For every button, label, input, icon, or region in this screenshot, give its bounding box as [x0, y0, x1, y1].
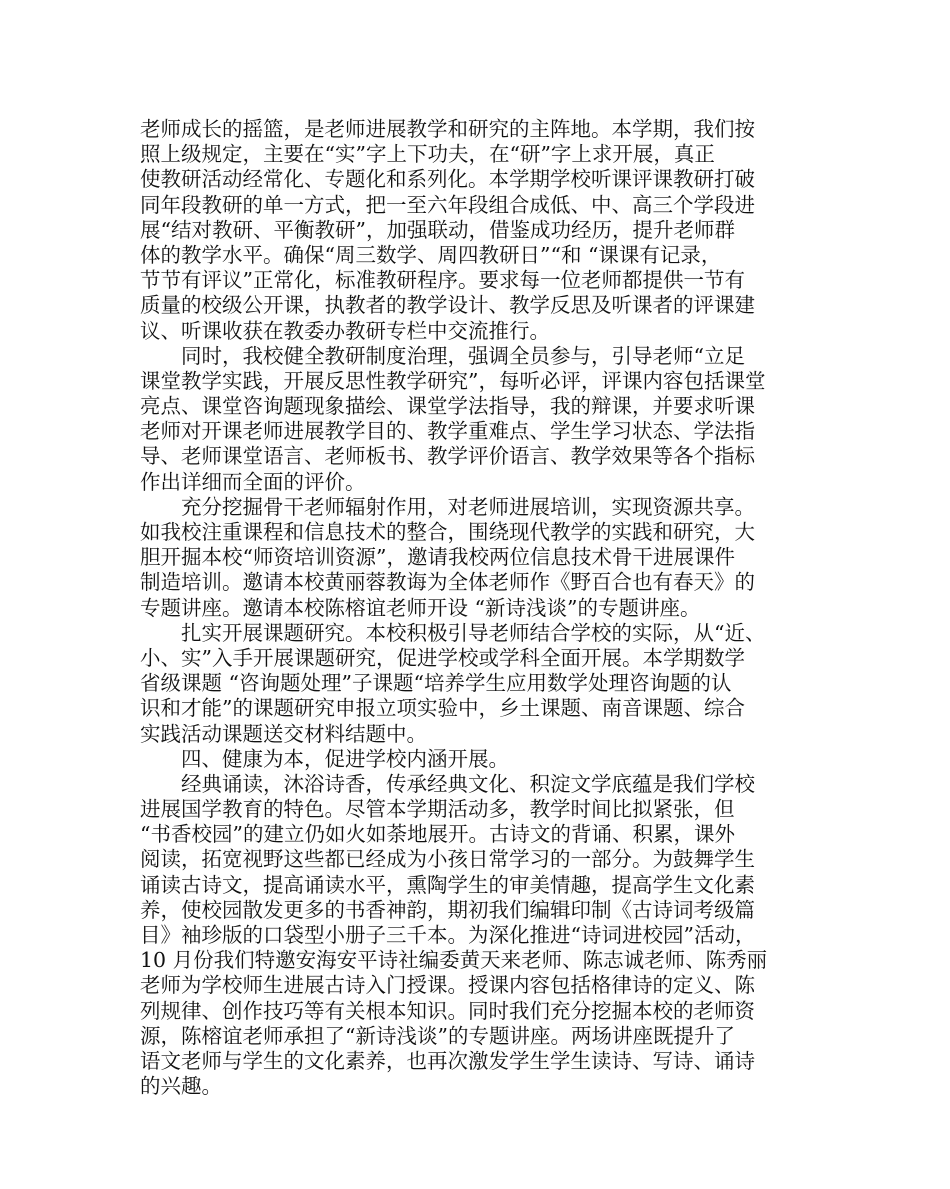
text-line: 老师对开课老师进展教学目的、教学重难点、学生学习状态、学法指: [140, 419, 755, 444]
text-line: 同年段教研的单一方式，把一至六年段组合成低、中、高三个学段进: [140, 192, 755, 217]
text-line: 老师为学校师生进展古诗入门授课。授课内容包括格律诗的定义、陈: [140, 973, 755, 998]
text-line: 进展国学教育的特色。尽管本学期活动多，教学时间比拟紧张，但: [140, 797, 735, 822]
paragraph-first-line: 经典诵读，沐浴诗香，传承经典文化、积淀文学底蕴是我们学校: [181, 771, 755, 796]
text-line: 诵读古诗文，提高诵读水平，熏陶学生的审美情趣，提高学生文化素: [140, 872, 755, 897]
text-line: 使教研活动经常化、专题化和系列化。本学期学校听课评课教研打破: [140, 167, 755, 192]
document-body: [140, 117, 830, 1099]
text-line: 导、老师课堂语言、老师板书、教学评价语言、教学效果等各个指标: [140, 444, 755, 469]
text-line: 作出详细而全面的评价。: [140, 469, 366, 494]
text-line: 10 月份我们特邀安海安平诗社编委黄天来老师、陈志诚老师、陈秀丽: [140, 948, 768, 973]
text-line: 节节有评议”正常化，标准教研程序。要求每一位老师都提供一节有: [140, 268, 745, 293]
text-line: 源，陈榕谊老师承担了“新诗浅谈”的专题讲座。两场讲座既提升了: [140, 1023, 735, 1048]
section-heading: 四、健康为本，促进学校内涵开展。: [181, 746, 509, 771]
text-line: 阅读，拓宽视野这些都已经成为小孩日常学习的一部分。为鼓舞学生: [140, 847, 755, 872]
text-line: 胆开掘本校“师资培训资源”，邀请我校两位信息技术骨干进展课件: [140, 545, 735, 570]
text-line: 议、听课收获在教委办教研专栏中交流推行。: [140, 318, 550, 343]
text-line: 小、实”入手开展课题研究，促进学校或学科全面开展。本学期数学: [140, 645, 745, 670]
text-line: 专题讲座。邀请本校陈榕谊老师开设 “新诗浅谈”的专题讲座。: [140, 595, 701, 620]
text-line: 养，使校园散发更多的书香神韵，期初我们编辑印制《古诗词考级篇: [140, 897, 755, 922]
paragraph-first-line: 充分挖掘骨干老师辐射作用，对老师进展培训，实现资源共享。: [181, 494, 755, 519]
text-line: 省级课题 “咨询题处理”子课题“培养学生应用数学处理咨询题的认: [140, 671, 732, 696]
paragraph-first-line: 同时，我校健全教研制度治理，强调全员参与，引导老师“立足: [181, 343, 745, 368]
text-line: “书香校园”的建立仍如火如荼地展开。古诗文的背诵、积累，课外: [140, 822, 735, 847]
text-line: 体的教学水平。确保“周三数学、周四教研日”“和 “课课有记录，: [140, 242, 722, 267]
text-line: 实践活动课题送交材料结题中。: [140, 721, 427, 746]
text-line: 课堂教学实践，开展反思性教学研究”，每听必评，评课内容包括课堂: [140, 368, 766, 393]
text-line: 识和才能”的课题研究申报立项实验中，乡土课题、南音课题、综合: [140, 696, 745, 721]
text-line: 制造培训。邀请本校黄丽蓉教诲为全体老师作《野百合也有春天》的: [140, 570, 755, 595]
text-line: 语文老师与学生的文化素养，也再次激发学生学生读诗、写诗、诵诗: [140, 1048, 755, 1073]
text-line: 列规律、创作技巧等有关根本知识。同时我们充分挖掘本校的老师资: [140, 998, 755, 1023]
text-line: 的兴趣。: [140, 1074, 222, 1099]
text-line: 目》袖珍版的口袋型小册子三千本。为深化推进“诗词进校园”活动，: [140, 923, 756, 947]
text-line: 老师成长的摇篮，是老师进展教学和研究的主阵地。本学期，我们按: [140, 117, 755, 141]
text-line: 照上级规定，主要在“实”字上下功夫，在“研”字上求开展，真正: [140, 142, 715, 167]
text-line: 亮点、课堂咨询题现象描绘、课堂学法指导，我的辩课，并要求听课: [140, 394, 755, 419]
paragraph-first-line: 扎实开展课题研究。本校积极引导老师结合学校的实际，从“近、: [181, 620, 766, 645]
text-line: 如我校注重课程和信息技术的整合，围绕现代教学的实践和研究，大: [140, 520, 755, 544]
text-line: 展“结对教研、平衡教研”，加强联动，借鉴成功经历，提升老师群: [140, 217, 735, 242]
text-line: 质量的校级公开课，执教者的教学设计、教学反思及听课者的评课建: [140, 293, 755, 318]
